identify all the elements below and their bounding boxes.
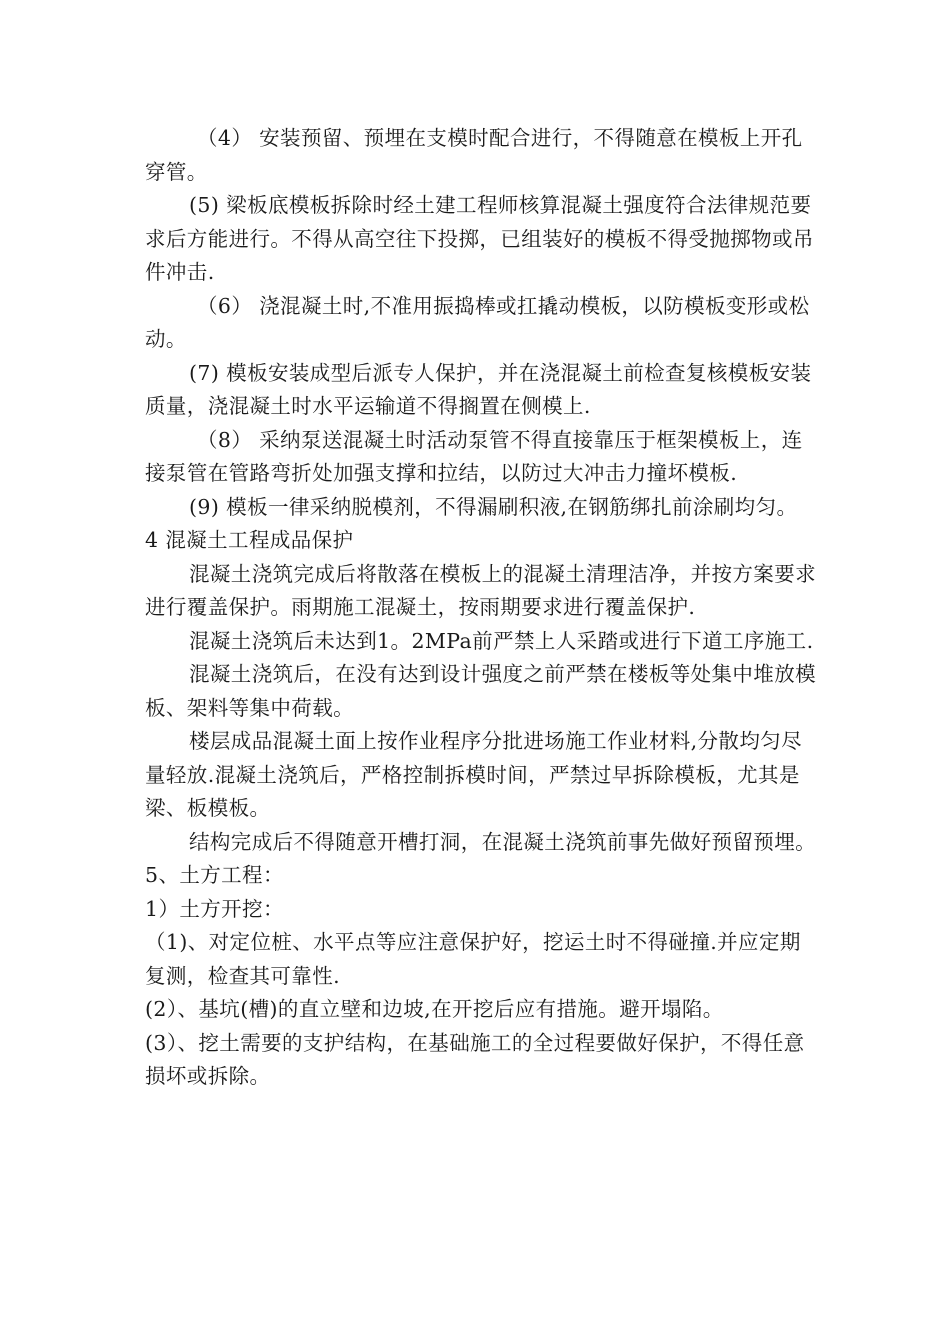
paragraph-item-8: （8） 采纳泵送混凝土时活动泵管不得直接靠压于框架模板上，连接泵管在管路弯折处加强支撑和拉结，以防过大冲击力撞坏模板. (145, 427, 803, 485)
section4-paragraph: 结构完成后不得随意开槽打洞，在混凝土浇筑前事先做好预留预埋。 (189, 829, 816, 854)
document-body (145, 122, 817, 1094)
section4-paragraph: 混凝土浇筑完成后将散落在模板上的混凝土清理洁净，并按方案要求进行覆盖保护。雨期施工混凝土，按雨期要求进行覆盖保护. (145, 561, 816, 619)
section4-paragraph: 混凝土浇筑后未达到1。2MPa前严禁上人采踏或进行下道工序施工. (189, 628, 814, 653)
subsection-heading-excavation: 1）土方开挖： (145, 896, 284, 921)
excavation-item: (3）、挖土需要的支护结构，在基础施工的全过程要做好保护，不得任意损坏或拆除。 (145, 1030, 805, 1088)
excavation-item: (2）、基坑(槽)的直立壁和边坡,在开挖后应有措施。避开塌陷。 (145, 997, 724, 1021)
paragraph-item-7: (7) 模板安装成型后派专人保护，并在浇混凝土前检查复核模板安装质量，浇混凝土时水平运输道不得搁置在侧模上. (145, 360, 812, 418)
section-heading-concrete-protection: 4 混凝土工程成品保护 (145, 528, 354, 552)
section4-paragraph: 楼层成品混凝土面上按作业程序分批进场施工作业材料,分散均匀尽量轻放.混凝土浇筑后，严格控制拆模时间，严禁过早拆除模板，尤其是梁、板模板。 (145, 729, 803, 820)
paragraph-item-6: （6） 浇混凝土时,不准用振捣棒或扛撬动模板，以防模板变形或松动。 (145, 293, 810, 351)
excavation-item: （1)、对定位桩、水平点等应注意保护好，挖运土时不得碰撞.并应定期复测，检查其可靠性. (145, 930, 801, 988)
section-heading-earthwork: 5、土方工程： (145, 863, 284, 887)
section4-paragraph: 混凝土浇筑后，在没有达到设计强度之前严禁在楼板等处集中堆放模板、架料等集中荷载。 (145, 662, 816, 720)
paragraph-item-9: (9) 模板一律采纳脱模剂，不得漏刷积液,在钢筋绑扎前涂刷均匀。 (189, 494, 798, 519)
paragraph-item-4: （4） 安装预留、预埋在支模时配合进行，不得随意在模板上开孔穿管。 (145, 126, 803, 184)
paragraph-item-5: (5) 梁板底模板拆除时经土建工程师核算混凝土强度符合法律规范要求后方能进行。不得从高空往下投掷，已组装好的模板不得受抛掷物或吊件冲击. (145, 193, 814, 284)
